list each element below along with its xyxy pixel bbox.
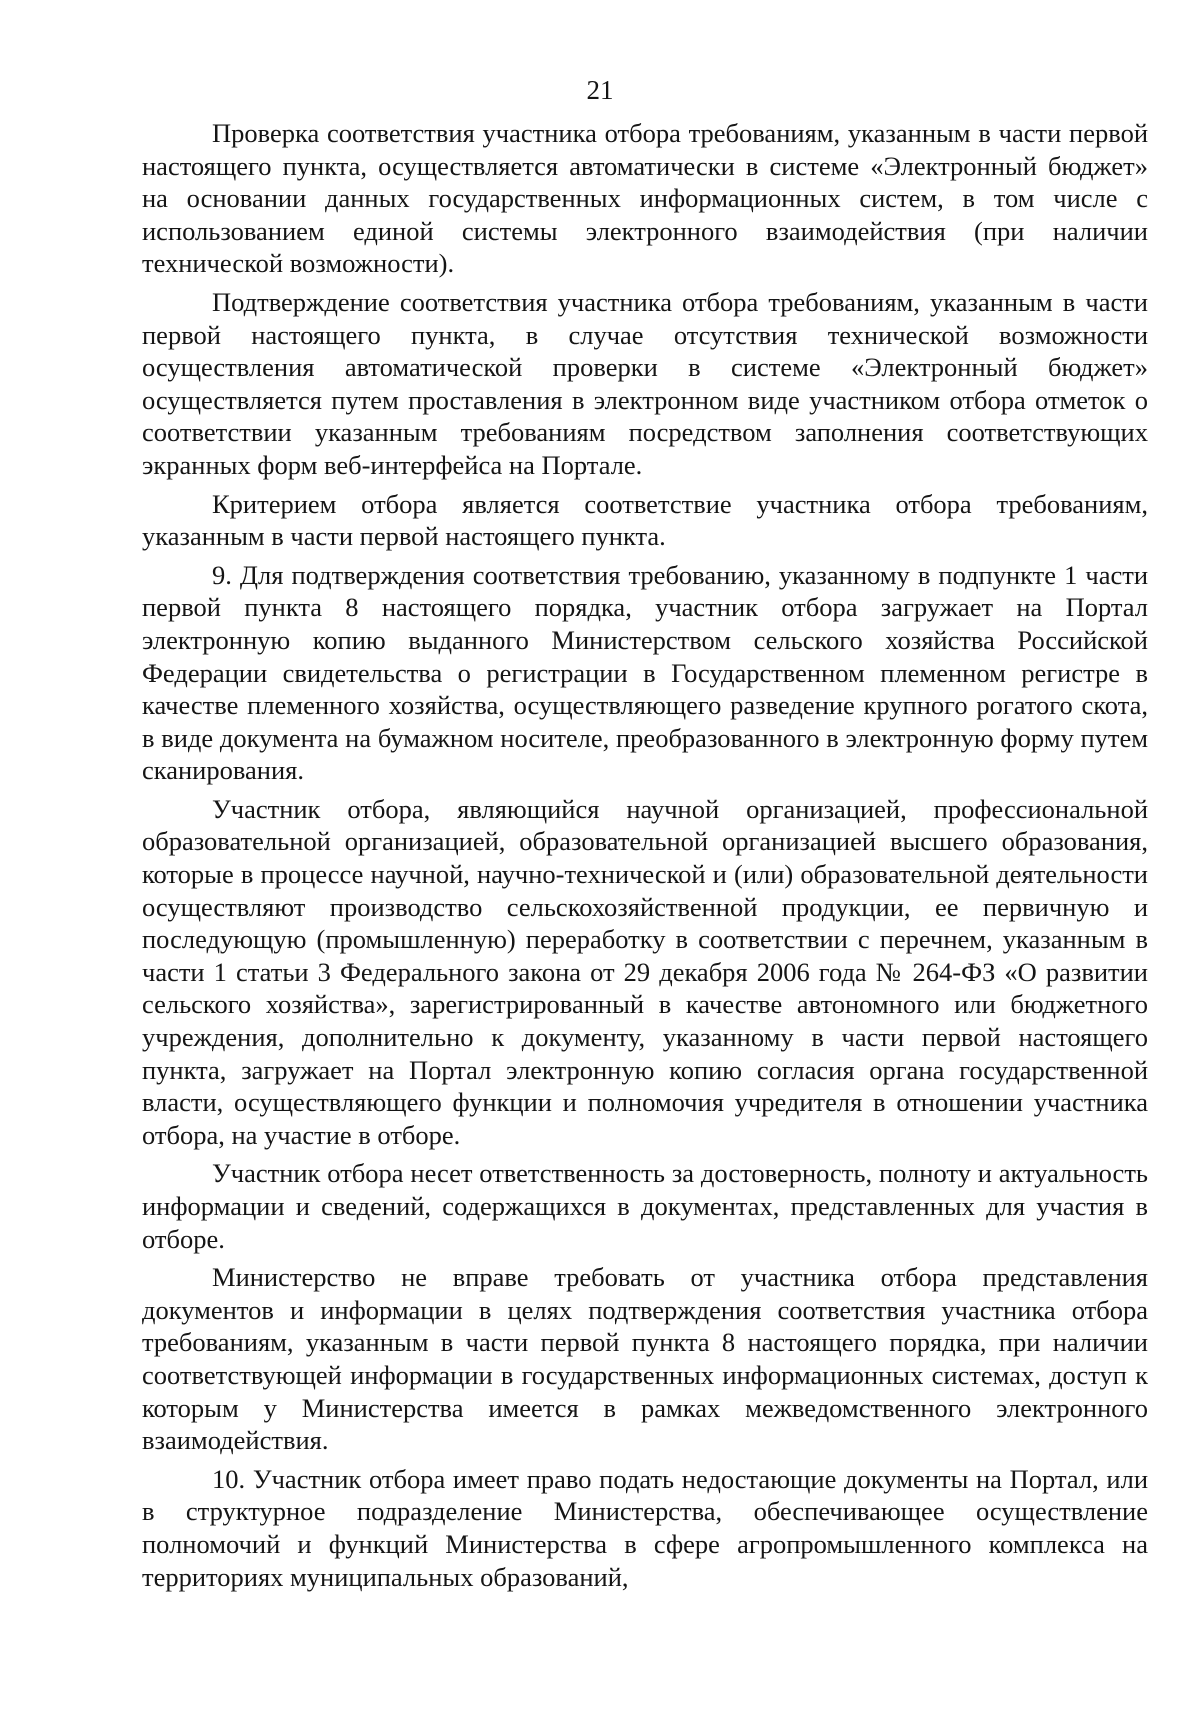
paragraph-responsibility: Участник отбора несет ответственность за достоверность, полноту и актуальность информации и сведений, содержащихся в документах, представленных для участия в отборе. [142, 1158, 1148, 1254]
paragraph-scientific-organization: Участник отбора, являющийся научной организацией, профессиональной образовательной организацией, образовательной организацией высшего образования, которые в процессе научной, научно-технической и (или) образовательной деятельности осуществляют производство сельскохозяйственной продукции, ее первичную и последующую (промышленную) переработку в соответствии с перечнем, указанным в части 1 статьи 3 Федерального закона от 29 декабря 2006 года № 264-ФЗ «О развитии сельского хозяйства», зарегистрированный в качестве автономного или бюджетного учреждения, дополнительно к документу, указанному в части первой настоящего пункта, загружает на Портал электронную копию согласия органа государственной власти, осуществляющего функции и полномочия учредителя в отношении участника отбора, на участие в отборе. [142, 793, 1148, 1150]
paragraph-item-10: 10. Участник отбора имеет право подать недостающие документы на Портал, или в структурное подразделение Министерства, обеспечивающее осуществление полномочий и функций Министерства в сфере агропромышленного комплекса на территориях муниципальных образований, [142, 1463, 1148, 1592]
paragraph-criterion: Критерием отбора является соответствие участника отбора требованиям, указанным в части первой настоящего пункта. [142, 488, 1148, 552]
paragraph-verification: Проверка соответствия участника отбора требованиям, указанным в части первой настоящего пункта, осуществляется автоматически в системе «Электронный бюджет» на основании данных государственных информационных систем, в том числе с использованием единой системы электронного взаимодействия (при наличии технической возможности). [142, 118, 1148, 279]
page-number: 21 [586, 75, 614, 105]
paragraph-item-9: 9. Для подтверждения соответствия требованию, указанному в подпункте 1 части первой пункта 8 настоящего порядка, участник отбора загружает на Портал электронную копию выданного Министерством сельского хозяйства Российской Федерации свидетельства о регистрации в Государственном племенном регистре в качестве племенного хозяйства, осуществляющего разведение крупного рогатого скота, в виде документа на бумажном носителе, преобразованного в электронную форму путем сканирования. [142, 559, 1148, 786]
document-body [142, 117, 1148, 1593]
paragraph-ministry-restriction: Министерство не вправе требовать от участника отбора представления документов и информации в целях подтверждения соответствия участника отбора требованиям, указанным в части первой пункта 8 настоящего порядка, при наличии соответствующей информации в государственных информационных системах, доступ к которым у Министерства имеется в рамках межведомственного электронного взаимодействия. [142, 1262, 1148, 1456]
paragraph-confirmation: Подтверждение соответствия участника отбора требованиям, указанным в части первой настоящего пункта, в случае отсутствия технической возможности осуществления автоматической проверки в системе «Электронный бюджет» осуществляется путем проставления в электронном виде участником отбора отметок о соответствии указанным требованиям посредством заполнения соответствующих экранных форм веб-интерфейса на Портале. [142, 286, 1148, 480]
